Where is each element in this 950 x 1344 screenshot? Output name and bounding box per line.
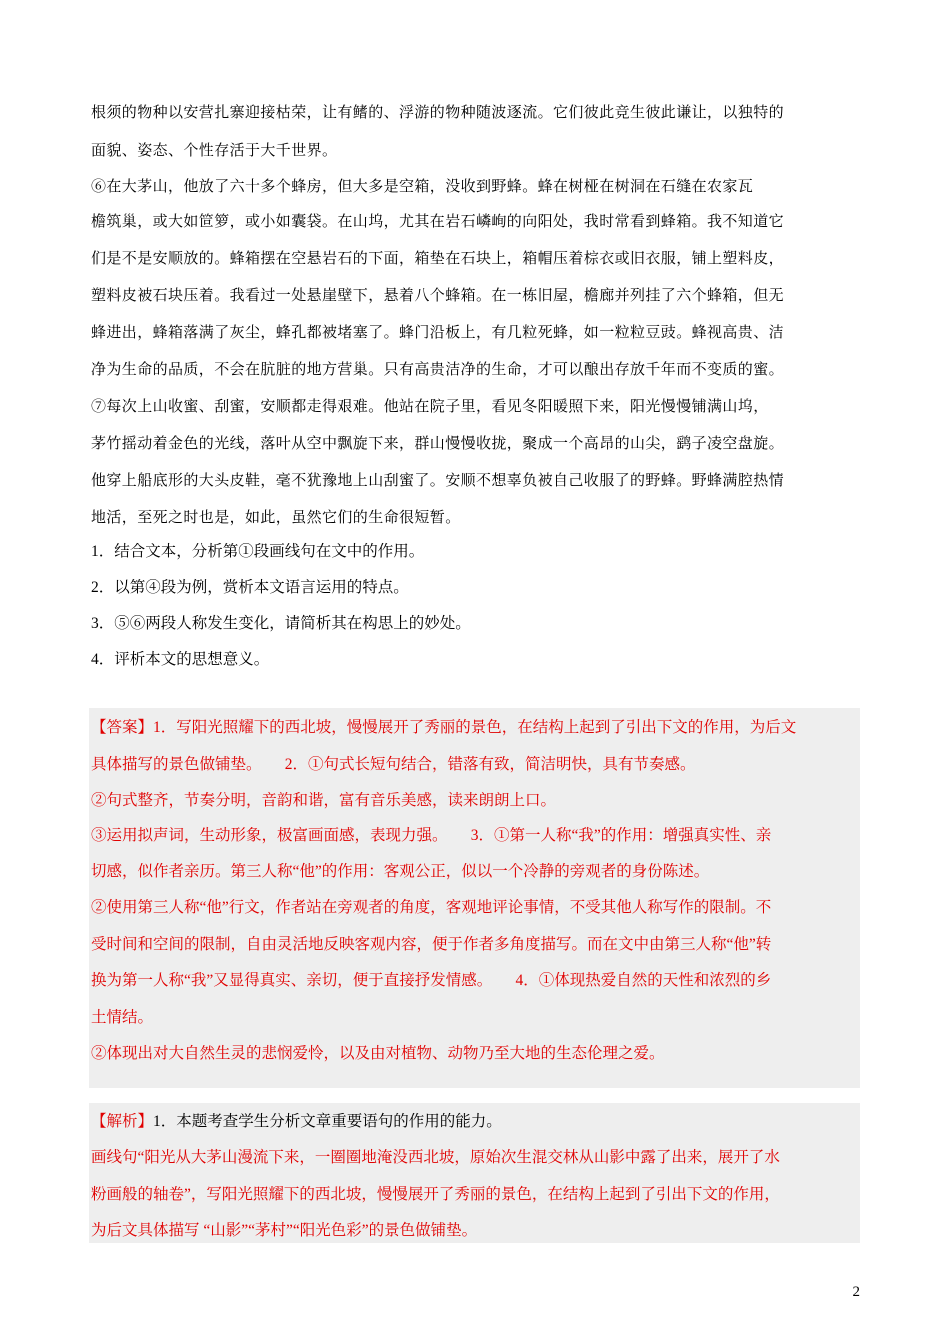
answer-line: ②体现出对大自然生灵的悲悯爱怜，以及由对植物、动物乃至大地的生态伦理之爱。 [91, 1045, 665, 1062]
answer-line: ③运用拟声词，生动形象，极富画面感，表现力强。 3．①第一人称“我”的作用：增强真实性、亲 [91, 827, 772, 844]
passage-line: 根须的物种以安营扎寨迎接枯荣，让有鳍的、浮游的物种随波逐流。它们彼此竞生彼此谦让，以独特的 [91, 103, 785, 121]
page-number: 2 [852, 1284, 860, 1300]
passage-line: 净为生命的品质，不会在肮脏的地方营巢。只有高贵洁净的生命，才可以酿出存放千年而不变质的蜜。 [91, 360, 785, 378]
passage-line: ⑦每次上山收蜜、刮蜜，安顺都走得艰难。他站在院子里，看见冬阳暖照下来，阳光慢慢铺满山坞， [91, 397, 769, 415]
answer-line: ②句式整齐，节奏分明，音韵和谐，富有音乐美感，读来朗朗上口。 [91, 792, 557, 809]
question-item: 1．结合文本，分析第①段画线句在文中的作用。 [91, 543, 425, 560]
analysis-line: 画线句“阳光从大茅山漫流下来，一圈圈地淹没西北坡，原始次生混交林从山影中露了出来，展开了水 [91, 1149, 780, 1166]
passage-line: 们是不是安顺放的。蜂箱摆在空悬岩石的下面，箱垫在石块上，箱帽压着棕衣或旧衣服，铺上塑料皮， [91, 249, 785, 267]
analysis-line: 为后文具体描写 “山影”“茅村”“阳光色彩”的景色做铺垫。 [91, 1222, 478, 1239]
question-item: 2．以第④段为例，赏析本文语言运用的特点。 [91, 579, 409, 596]
answer-line: 土情结。 [91, 1009, 154, 1026]
analysis-line: 粉画般的轴卷”，写阳光照耀下的西北坡，慢慢展开了秀丽的景色，在结构上起到了引出下文的作用， [91, 1186, 780, 1203]
passage-line: 面貌、姿态、个性存活于大千世界。 [91, 141, 338, 159]
question-item: 3．⑤⑥两段人称发生变化，请简析其在构思上的妙处。 [91, 615, 471, 632]
passage-line: 茅竹摇动着金色的光线，落叶从空中飘旋下来，群山慢慢收拢，聚成一个高昂的山尖，鹞子凌空盘旋。 [91, 434, 785, 452]
answer-line: 换为第一人称“我”又显得真实、亲切，便于直接抒发情感。 4．①体现热爱自然的天性和浓烈的乡 [91, 972, 772, 989]
answer-line: 受时间和空间的限制，自由灵活地反映客观内容，便于作者多角度描写。而在文中由第三人称“他”转 [91, 936, 772, 953]
passage-line: 地活，至死之时也是，如此，虽然它们的生命很短暂。 [91, 508, 461, 526]
answer-line: 切感，似作者亲历。第三人称“他”的作用：客观公正，似以一个冷静的旁观者的身份陈述。 [91, 863, 710, 880]
answer-line: 【答案】1．写阳光照耀下的西北坡，慢慢展开了秀丽的景色，在结构上起到了引出下文的作用，为后文 [91, 719, 797, 736]
question-item: 4．评析本文的思想意义。 [91, 651, 270, 668]
passage-line: 他穿上船底形的大头皮鞋，毫不犹豫地上山刮蜜了。安顺不想辜负被自己收服了的野蜂。野蜂满腔热情 [91, 471, 785, 489]
passage-line: 蜂进出，蜂箱落满了灰尘，蜂孔都被堵塞了。蜂门沿板上，有几粒死蜂，如一粒粒豆豉。蜂视高贵、洁 [91, 323, 785, 341]
answer-line: 具体描写的景色做铺垫。 2．①句式长短句结合，错落有致，简洁明快，具有节奏感。 [91, 756, 696, 773]
passage-line: 塑料皮被石块压着。我看过一处悬崖壁下，悬着八个蜂箱。在一栋旧屋，檐廊并列挂了六个蜂箱，但无 [91, 286, 785, 304]
answer-line: ②使用第三人称“他”行文，作者站在旁观者的角度，客观地评论事情，不受其他人称写作的限制。不 [91, 899, 772, 916]
answer-tag: 【答案】 [91, 719, 154, 736]
passage-line: ⑥在大茅山，他放了六十多个蜂房，但大多是空箱，没收到野蜂。蜂在树桠在树洞在石缝在农家瓦 [91, 177, 754, 195]
analysis-line: 【解析】1．本题考查学生分析文章重要语句的作用的能力。 [91, 1113, 502, 1130]
passage-line: 檐筑巢，或大如笸箩，或小如囊袋。在山坞，尤其在岩石嶙峋的向阳处，我时常看到蜂箱。我不知道它 [91, 212, 785, 230]
analysis-tag: 【解析】 [91, 1113, 154, 1130]
